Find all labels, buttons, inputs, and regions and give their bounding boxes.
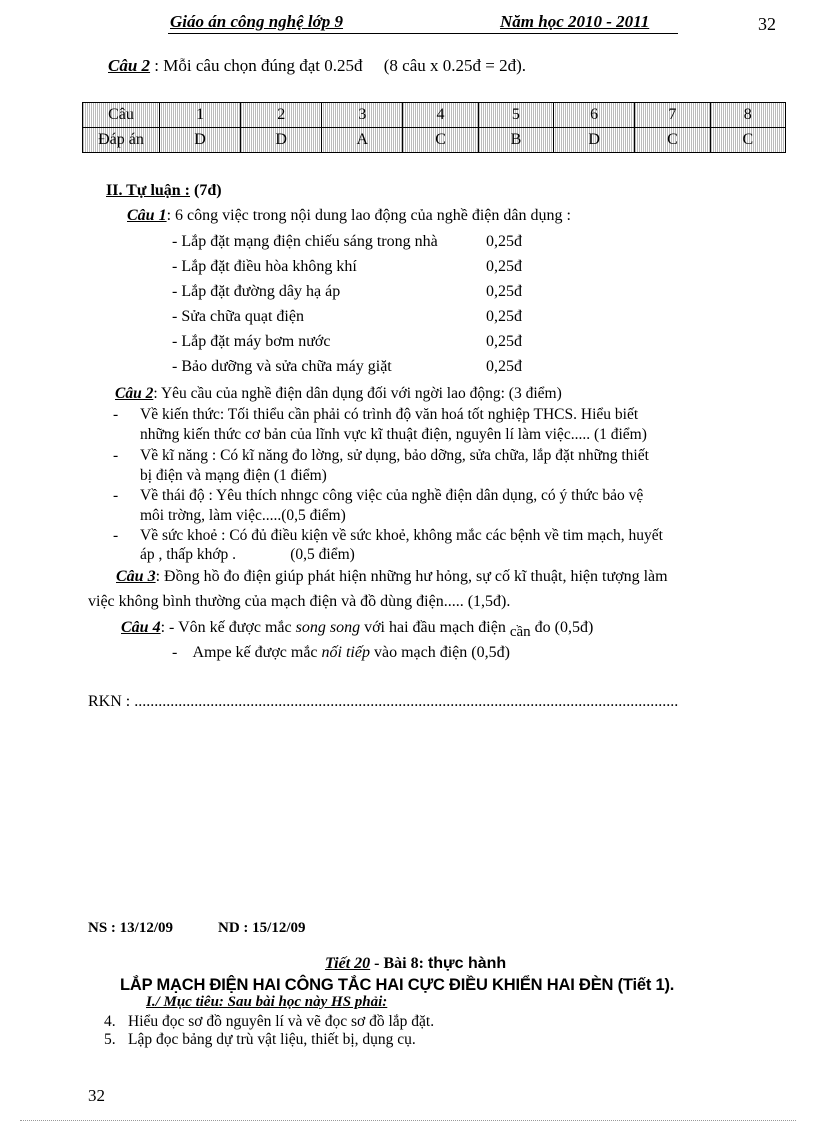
objective-num: 4.: [104, 1013, 116, 1030]
table-cell: C: [635, 128, 710, 153]
cau1-intro-line: [127, 207, 571, 225]
table-cell: D: [554, 128, 635, 153]
table-cell: 8: [710, 103, 785, 128]
cau2-suc-khoe-line2: áp , thấp khớp . (0,5 điểm): [140, 546, 355, 563]
table-cell: 2: [241, 103, 322, 128]
tiet-label: Tiết 20: [325, 955, 371, 972]
cau2-suc-khoe-line1: Về sức khoẻ : Có đủ điều kiện về sức khoẻ, không mắc các bệnh về tim mạch, huyết: [140, 527, 663, 544]
objective-item: Hiểu đọc sơ đồ nguyên lí và vẽ đọc sơ đồ lắp đặt.: [128, 1013, 435, 1030]
table-row-label: Câu: [83, 103, 160, 128]
cau4-italic: nối tiếp: [321, 644, 370, 661]
cau2-intro-line: [115, 385, 562, 403]
cau3-text1: : Đồng hồ đo điện giúp phát hiện những hư hỏng, sự cố kĩ thuật, hiện tượng làm: [155, 568, 668, 585]
header-left: Giáo án công nghệ lớp 9: [170, 12, 344, 31]
cau1-score: 0,25đ: [486, 308, 522, 325]
cau2-tl-label: Câu 2: [115, 385, 154, 402]
cau4-text: vào mạch điện (0,5đ): [369, 644, 510, 661]
bullet-dash: -: [113, 447, 119, 464]
cau4-text: : - Vôn kế được mắc: [160, 619, 296, 636]
tu-luan-points: (7đ): [194, 182, 222, 199]
table-cell: D: [160, 128, 241, 153]
table-row-questions: [83, 103, 786, 128]
header-right: Năm học 2010 - 2011: [500, 12, 650, 31]
cau1-item: - Lắp đặt máy bơm nước: [172, 333, 331, 350]
table-cell: A: [322, 128, 403, 153]
table-row-answers: [83, 128, 786, 153]
cau1-score: 0,25đ: [486, 233, 522, 250]
cau1-item: - Sửa chữa quạt điện: [172, 308, 304, 325]
cau2-score-line: [108, 56, 526, 76]
table-cell: C: [403, 128, 478, 153]
bai-label: - Bài 8:: [374, 955, 424, 972]
table-cell: 7: [635, 103, 710, 128]
objective-num: 5.: [104, 1031, 116, 1048]
ns-date: NS : 13/12/09: [88, 920, 174, 936]
bullet-dash: -: [113, 406, 119, 423]
cau1-item: - Lắp đặt mạng điện chiếu sáng trong nhà: [172, 233, 438, 250]
cau1-score: 0,25đ: [486, 283, 522, 300]
rkn-line: RKN : ........................................................................................................................................: [88, 693, 679, 710]
cau2-thai-do-line1: Về thái độ : Yêu thích nhngc công việc của nghề điện dân dụng, có ý thức bảo vệ: [140, 487, 644, 504]
cau2-label: Câu 2: [108, 56, 151, 75]
table-cell: 4: [403, 103, 478, 128]
cau2-kien-thuc-line2: những kiến thức cơ bản của lĩnh vực kĩ thuật điện, nguyên lí làm việc..... (1 điểm): [140, 426, 647, 443]
cau2-tl-intro: : Yêu cầu của nghề điện dân dụng đối với ngời lao động: (3 điểm): [153, 385, 562, 402]
tu-luan-heading: II. Tự luận :: [106, 182, 191, 199]
table-cell: 6: [554, 103, 635, 128]
muc-tieu-heading: I./ Mục tiêu: Sau bài học này HS phải:: [146, 994, 388, 1010]
header-page-number: 32: [758, 14, 776, 34]
cau1-item: - Lắp đặt điều hòa không khí: [172, 258, 357, 275]
cau4-label: Câu 4: [121, 619, 161, 636]
cau4-line1: [121, 619, 594, 640]
table-cell: 1: [160, 103, 241, 128]
cau2-kien-thuc-line1: Về kiến thức: Tối thiểu cần phải có trình độ văn hoá tốt nghiệp THCS. Hiểu biết: [140, 406, 639, 423]
cau3-label: Câu 3: [116, 568, 156, 585]
cau1-item: - Lắp đặt đường dây hạ áp: [172, 283, 341, 300]
cau4-line2: [172, 644, 510, 662]
cau3-line2: việc không bình thường của mạch điện và đồ dùng điện..... (1,5đ).: [88, 593, 511, 610]
cau1-item: - Bảo dưỡng và sửa chữa máy giặt: [172, 358, 392, 375]
cau2-ki-nang-line2: bị điện và mạng điện (1 điểm): [140, 467, 327, 484]
answer-table: [82, 102, 786, 153]
cau4-subscript: cần: [509, 624, 531, 640]
cau1-score: 0,25đ: [486, 358, 522, 375]
cau3-line1: [116, 568, 668, 586]
lesson-title: LẮP MẠCH ĐIỆN HAI CÔNG TẮC HAI CỰC ĐIỀU KHIỂN HAI ĐÈN (Tiết 1).: [120, 976, 675, 994]
objective-item: Lập đọc bảng dự trù vật liệu, thiết bị, dụng cụ.: [128, 1031, 416, 1048]
bullet-dash: -: [113, 527, 119, 544]
table-cell: C: [710, 128, 785, 153]
thuc-hanh-label: thực hành: [427, 955, 507, 972]
cau2-thai-do-line2: môi trờng, làm việc.....(0,5 điểm): [140, 507, 346, 524]
cau2-ki-nang-line1: Về kĩ năng : Có kĩ năng đo lờng, sử dụng, bảo dỡng, sửa chữa, lắp đặt những thiết: [140, 447, 649, 464]
cau2-text: : Mỗi câu chọn đúng đạt 0.25đ (8 câu x 0.25đ = 2đ).: [154, 56, 527, 75]
cau1-label: Câu 1: [127, 207, 167, 224]
cau4-italic: song song: [295, 619, 361, 636]
page-bottom-rule: [20, 1120, 796, 1121]
table-cell: 3: [322, 103, 403, 128]
table-row-label: Đáp án: [83, 128, 160, 153]
cau1-score: 0,25đ: [486, 258, 522, 275]
header-rule: [168, 33, 678, 34]
lesson-title-line: [325, 955, 506, 973]
cau4-text: - Ampe kế được mắc: [172, 644, 322, 661]
bullet-dash: -: [113, 487, 119, 504]
cau4-text: với hai đầu mạch điện: [360, 619, 510, 636]
table-cell: 5: [478, 103, 553, 128]
table-cell: B: [478, 128, 553, 153]
cau4-text: đo (0,5đ): [530, 619, 594, 636]
cau1-score: 0,25đ: [486, 333, 522, 350]
cau1-intro: : 6 công việc trong nội dung lao động của nghề điện dân dụng :: [166, 207, 571, 224]
section-heading: [106, 182, 222, 200]
nd-date: ND : 15/12/09: [218, 920, 306, 936]
table-cell: D: [241, 128, 322, 153]
footer-page-number: 32: [88, 1086, 105, 1105]
